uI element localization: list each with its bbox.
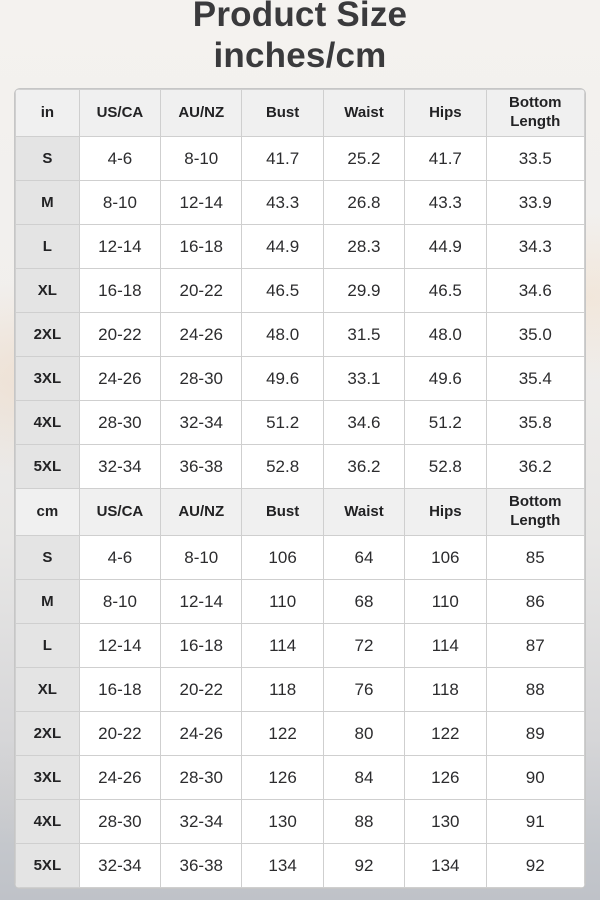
table-header-row-cm [16,489,585,536]
size-cell: 3XL [16,756,80,800]
value-cell: 20-22 [79,712,160,756]
column-header-hips: Hips [405,489,486,536]
value-cell: 8-10 [161,536,242,580]
value-cell: 84 [323,756,404,800]
value-cell: 106 [242,536,323,580]
size-cell: 3XL [16,357,80,401]
table-row [16,445,585,489]
value-cell: 28-30 [79,401,160,445]
value-cell: 46.5 [405,269,486,313]
table-row [16,712,585,756]
table-row [16,844,585,888]
value-cell: 92 [323,844,404,888]
value-cell: 126 [405,756,486,800]
value-cell: 35.0 [486,313,584,357]
size-cell: XL [16,668,80,712]
value-cell: 12-14 [161,181,242,225]
value-cell: 43.3 [242,181,323,225]
value-cell: 118 [242,668,323,712]
table-row [16,580,585,624]
value-cell: 36.2 [486,445,584,489]
value-cell: 32-34 [161,800,242,844]
value-cell: 12-14 [161,580,242,624]
table-row [16,401,585,445]
value-cell: 16-18 [161,624,242,668]
value-cell: 51.2 [405,401,486,445]
table-row [16,756,585,800]
column-header-usca: US/CA [79,489,160,536]
value-cell: 44.9 [405,225,486,269]
value-cell: 76 [323,668,404,712]
size-cell: 2XL [16,712,80,756]
value-cell: 12-14 [79,624,160,668]
size-cell: 5XL [16,844,80,888]
value-cell: 92 [486,844,584,888]
value-cell: 36.2 [323,445,404,489]
value-cell: 80 [323,712,404,756]
size-cell: 2XL [16,313,80,357]
size-cell: 4XL [16,800,80,844]
value-cell: 35.8 [486,401,584,445]
value-cell: 26.8 [323,181,404,225]
value-cell: 88 [486,668,584,712]
value-cell: 49.6 [242,357,323,401]
table-row [16,137,585,181]
value-cell: 126 [242,756,323,800]
value-cell: 114 [405,624,486,668]
table-row [16,668,585,712]
size-cell: M [16,181,80,225]
column-header-bust: Bust [242,489,323,536]
value-cell: 122 [242,712,323,756]
value-cell: 48.0 [242,313,323,357]
value-cell: 8-10 [79,181,160,225]
column-header-bottom-length: Bottom Length [486,489,584,536]
value-cell: 12-14 [79,225,160,269]
value-cell: 86 [486,580,584,624]
table-row [16,536,585,580]
size-table-cm [15,488,585,888]
value-cell: 32-34 [161,401,242,445]
value-cell: 106 [405,536,486,580]
value-cell: 118 [405,668,486,712]
column-header-unit: cm [16,489,80,536]
table-row [16,800,585,844]
value-cell: 68 [323,580,404,624]
table-row [16,357,585,401]
value-cell: 51.2 [242,401,323,445]
value-cell: 87 [486,624,584,668]
value-cell: 28.3 [323,225,404,269]
value-cell: 35.4 [486,357,584,401]
value-cell: 16-18 [79,269,160,313]
table-row [16,225,585,269]
value-cell: 33.5 [486,137,584,181]
value-cell: 8-10 [161,137,242,181]
value-cell: 28-30 [161,756,242,800]
value-cell: 89 [486,712,584,756]
column-header-aunz: AU/NZ [161,489,242,536]
value-cell: 44.9 [242,225,323,269]
table-header-row-inches [16,90,585,137]
value-cell: 24-26 [161,313,242,357]
size-cell: L [16,624,80,668]
value-cell: 130 [242,800,323,844]
size-cell: S [16,536,80,580]
value-cell: 134 [242,844,323,888]
value-cell: 28-30 [79,800,160,844]
value-cell: 34.6 [486,269,584,313]
value-cell: 64 [323,536,404,580]
column-header-waist: Waist [323,489,404,536]
value-cell: 110 [242,580,323,624]
size-cell: XL [16,269,80,313]
column-header-usca: US/CA [79,90,160,137]
value-cell: 4-6 [79,536,160,580]
column-header-hips: Hips [405,90,486,137]
value-cell: 20-22 [161,269,242,313]
value-cell: 122 [405,712,486,756]
column-header-unit: in [16,90,80,137]
value-cell: 36-38 [161,844,242,888]
value-cell: 34.6 [323,401,404,445]
value-cell: 31.5 [323,313,404,357]
value-cell: 49.6 [405,357,486,401]
value-cell: 114 [242,624,323,668]
column-header-aunz: AU/NZ [161,90,242,137]
value-cell: 48.0 [405,313,486,357]
value-cell: 91 [486,800,584,844]
value-cell: 43.3 [405,181,486,225]
value-cell: 72 [323,624,404,668]
value-cell: 29.9 [323,269,404,313]
size-cell: M [16,580,80,624]
value-cell: 41.7 [242,137,323,181]
page-title-line1: Product Size [192,0,408,34]
value-cell: 32-34 [79,445,160,489]
size-table-inches [15,89,585,489]
size-cell: 4XL [16,401,80,445]
column-header-bottom-length: Bottom Length [486,90,584,137]
value-cell: 16-18 [161,225,242,269]
value-cell: 46.5 [242,269,323,313]
value-cell: 52.8 [405,445,486,489]
value-cell: 33.9 [486,181,584,225]
value-cell: 4-6 [79,137,160,181]
value-cell: 88 [323,800,404,844]
value-cell: 24-26 [79,357,160,401]
value-cell: 90 [486,756,584,800]
value-cell: 33.1 [323,357,404,401]
size-chart-card [14,88,586,889]
page-title-line2: inches/cm [213,36,387,75]
column-header-waist: Waist [323,90,404,137]
column-header-bust: Bust [242,90,323,137]
table-row [16,624,585,668]
value-cell: 20-22 [161,668,242,712]
value-cell: 32-34 [79,844,160,888]
size-cell: 5XL [16,445,80,489]
value-cell: 28-30 [161,357,242,401]
value-cell: 36-38 [161,445,242,489]
value-cell: 20-22 [79,313,160,357]
value-cell: 110 [405,580,486,624]
value-cell: 24-26 [161,712,242,756]
size-cell: L [16,225,80,269]
value-cell: 34.3 [486,225,584,269]
size-cell: S [16,137,80,181]
value-cell: 41.7 [405,137,486,181]
table-row [16,313,585,357]
value-cell: 130 [405,800,486,844]
value-cell: 85 [486,536,584,580]
value-cell: 25.2 [323,137,404,181]
value-cell: 52.8 [242,445,323,489]
value-cell: 24-26 [79,756,160,800]
table-row [16,269,585,313]
value-cell: 16-18 [79,668,160,712]
page-title [0,0,600,76]
value-cell: 134 [405,844,486,888]
table-row [16,181,585,225]
value-cell: 8-10 [79,580,160,624]
